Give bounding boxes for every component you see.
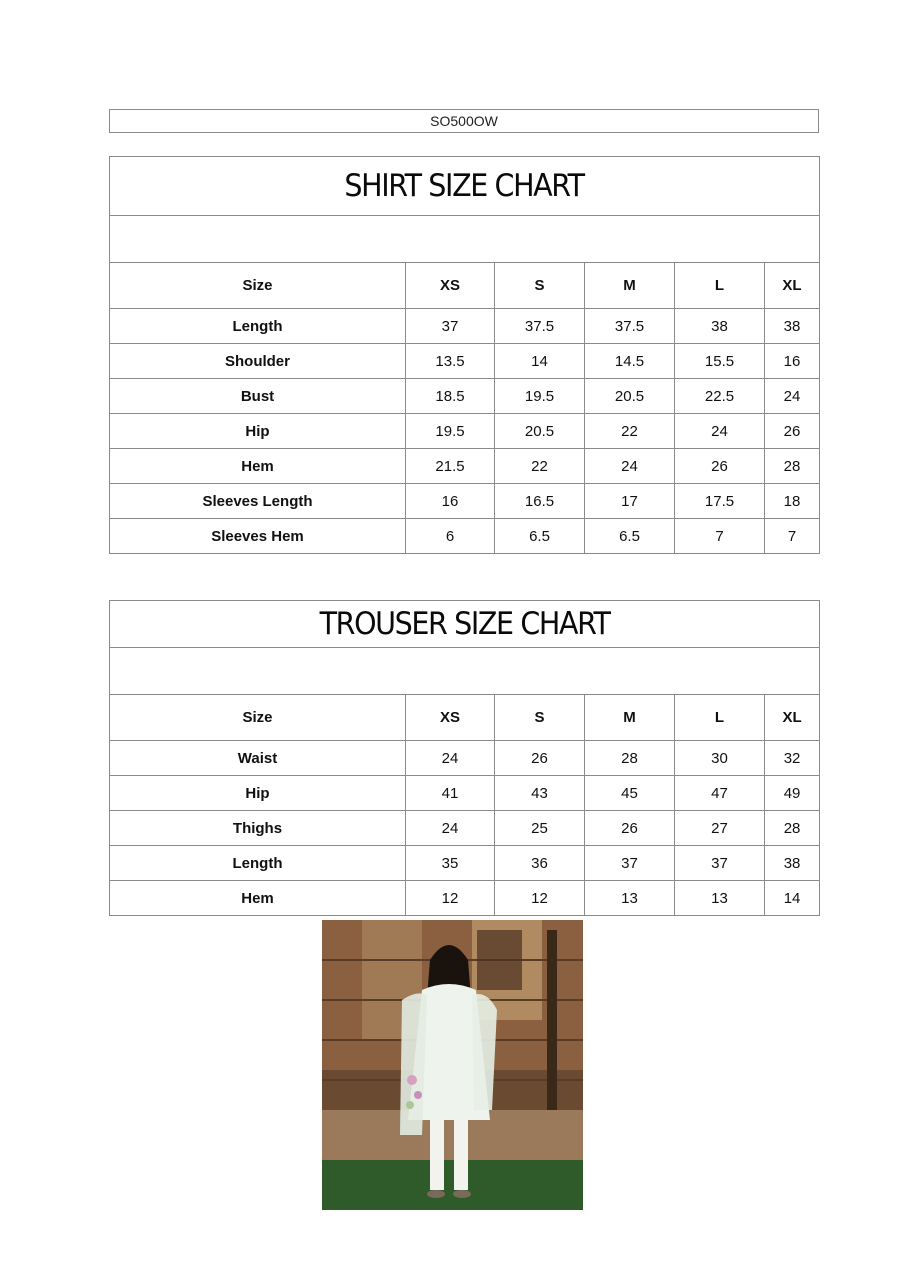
shirt-value-cell: 6 bbox=[406, 519, 495, 554]
table-row bbox=[110, 309, 820, 344]
table-row bbox=[110, 519, 820, 554]
trouser-row-label: Thighs bbox=[110, 811, 406, 846]
trouser-value-cell: 26 bbox=[495, 741, 585, 776]
trouser-value-cell: 13 bbox=[675, 881, 765, 916]
trouser-value-cell: 24 bbox=[406, 811, 495, 846]
shirt-value-cell: 14.5 bbox=[585, 344, 675, 379]
table-row bbox=[110, 881, 820, 916]
trouser-header-cell: Size bbox=[110, 695, 406, 741]
shirt-value-cell: 26 bbox=[675, 449, 765, 484]
trouser-value-cell: 45 bbox=[585, 776, 675, 811]
table-row bbox=[110, 344, 820, 379]
shirt-row-label: Sleeves Hem bbox=[110, 519, 406, 554]
trouser-header-cell: XS bbox=[406, 695, 495, 741]
trouser-chart-spacer bbox=[110, 648, 820, 695]
shirt-value-cell: 37 bbox=[406, 309, 495, 344]
trouser-chart-title-cell bbox=[110, 601, 820, 648]
shirt-row-label: Hip bbox=[110, 414, 406, 449]
trouser-value-cell: 28 bbox=[765, 811, 820, 846]
table-row bbox=[110, 449, 820, 484]
shirt-value-cell: 7 bbox=[675, 519, 765, 554]
shirt-row-label: Sleeves Length bbox=[110, 484, 406, 519]
trouser-value-cell: 38 bbox=[765, 846, 820, 881]
shirt-header-cell: Size bbox=[110, 263, 406, 309]
table-row bbox=[110, 846, 820, 881]
trouser-header-cell: M bbox=[585, 695, 675, 741]
trouser-value-cell: 43 bbox=[495, 776, 585, 811]
shirt-chart-title: SHIRT SIZE CHART bbox=[344, 168, 585, 204]
product-code: SO500OW bbox=[109, 109, 819, 133]
table-row bbox=[110, 811, 820, 846]
trouser-value-cell: 13 bbox=[585, 881, 675, 916]
trouser-value-cell: 47 bbox=[675, 776, 765, 811]
shirt-value-cell: 17 bbox=[585, 484, 675, 519]
shirt-value-cell: 13.5 bbox=[406, 344, 495, 379]
shirt-value-cell: 22.5 bbox=[675, 379, 765, 414]
trouser-header-cell: XL bbox=[765, 695, 820, 741]
shirt-value-cell: 15.5 bbox=[675, 344, 765, 379]
shirt-header-cell: XL bbox=[765, 263, 820, 309]
shirt-row-label: Length bbox=[110, 309, 406, 344]
shirt-value-cell: 16 bbox=[406, 484, 495, 519]
trouser-header-cell: S bbox=[495, 695, 585, 741]
table-row bbox=[110, 741, 820, 776]
shirt-header-cell: L bbox=[675, 263, 765, 309]
shirt-value-cell: 24 bbox=[675, 414, 765, 449]
trouser-value-cell: 12 bbox=[406, 881, 495, 916]
shirt-value-cell: 6.5 bbox=[585, 519, 675, 554]
shirt-header-row bbox=[110, 263, 820, 309]
shirt-value-cell: 18.5 bbox=[406, 379, 495, 414]
shirt-header-cell: S bbox=[495, 263, 585, 309]
trouser-value-cell: 37 bbox=[675, 846, 765, 881]
shirt-value-cell: 38 bbox=[675, 309, 765, 344]
trouser-value-cell: 35 bbox=[406, 846, 495, 881]
shirt-value-cell: 37.5 bbox=[495, 309, 585, 344]
trouser-value-cell: 26 bbox=[585, 811, 675, 846]
trouser-value-cell: 41 bbox=[406, 776, 495, 811]
shirt-value-cell: 24 bbox=[765, 379, 820, 414]
table-row bbox=[110, 776, 820, 811]
shirt-value-cell: 22 bbox=[495, 449, 585, 484]
trouser-value-cell: 14 bbox=[765, 881, 820, 916]
shirt-value-cell: 26 bbox=[765, 414, 820, 449]
shirt-value-cell: 19.5 bbox=[406, 414, 495, 449]
trouser-value-cell: 30 bbox=[675, 741, 765, 776]
trouser-row-label: Waist bbox=[110, 741, 406, 776]
trouser-value-cell: 24 bbox=[406, 741, 495, 776]
table-row bbox=[110, 484, 820, 519]
trouser-value-cell: 12 bbox=[495, 881, 585, 916]
shirt-value-cell: 28 bbox=[765, 449, 820, 484]
shirt-value-cell: 19.5 bbox=[495, 379, 585, 414]
shirt-value-cell: 21.5 bbox=[406, 449, 495, 484]
model-photo-illustration bbox=[322, 920, 583, 1210]
trouser-value-cell: 27 bbox=[675, 811, 765, 846]
shirt-row-label: Shoulder bbox=[110, 344, 406, 379]
shirt-value-cell: 16.5 bbox=[495, 484, 585, 519]
table-row bbox=[110, 414, 820, 449]
table-row bbox=[110, 379, 820, 414]
trouser-row-label: Hip bbox=[110, 776, 406, 811]
product-photo bbox=[322, 920, 583, 1210]
shirt-value-cell: 37.5 bbox=[585, 309, 675, 344]
shirt-chart-spacer bbox=[110, 216, 820, 263]
shirt-row-label: Hem bbox=[110, 449, 406, 484]
trouser-size-chart bbox=[109, 600, 820, 916]
shirt-value-cell: 6.5 bbox=[495, 519, 585, 554]
trouser-value-cell: 25 bbox=[495, 811, 585, 846]
shirt-value-cell: 16 bbox=[765, 344, 820, 379]
shirt-value-cell: 38 bbox=[765, 309, 820, 344]
shirt-size-chart bbox=[109, 156, 820, 554]
trouser-value-cell: 32 bbox=[765, 741, 820, 776]
trouser-value-cell: 36 bbox=[495, 846, 585, 881]
shirt-value-cell: 18 bbox=[765, 484, 820, 519]
shirt-value-cell: 14 bbox=[495, 344, 585, 379]
trouser-header-cell: L bbox=[675, 695, 765, 741]
trouser-value-cell: 37 bbox=[585, 846, 675, 881]
shirt-value-cell: 24 bbox=[585, 449, 675, 484]
shirt-value-cell: 17.5 bbox=[675, 484, 765, 519]
trouser-value-cell: 28 bbox=[585, 741, 675, 776]
shirt-chart-title-cell bbox=[110, 157, 820, 216]
shirt-value-cell: 20.5 bbox=[495, 414, 585, 449]
shirt-header-cell: XS bbox=[406, 263, 495, 309]
trouser-row-label: Hem bbox=[110, 881, 406, 916]
shirt-value-cell: 20.5 bbox=[585, 379, 675, 414]
trouser-chart-title: TROUSER SIZE CHART bbox=[319, 606, 610, 642]
shirt-row-label: Bust bbox=[110, 379, 406, 414]
shirt-value-cell: 7 bbox=[765, 519, 820, 554]
trouser-header-row bbox=[110, 695, 820, 741]
trouser-value-cell: 49 bbox=[765, 776, 820, 811]
trouser-row-label: Length bbox=[110, 846, 406, 881]
shirt-value-cell: 22 bbox=[585, 414, 675, 449]
shirt-header-cell: M bbox=[585, 263, 675, 309]
